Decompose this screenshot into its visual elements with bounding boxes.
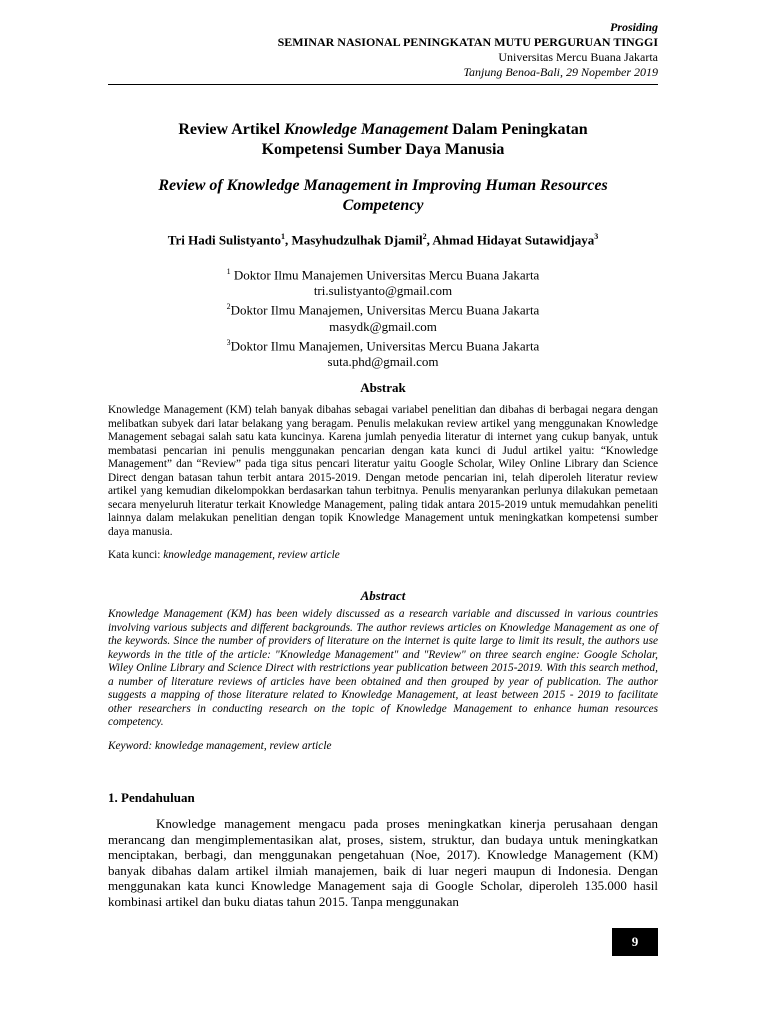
- title-indonesian: Review Artikel Knowledge Management Dalam Peningkatan Kompetensi Sumber Daya Manusia: [178, 121, 588, 158]
- abstrak-heading: Abstrak: [360, 380, 406, 395]
- author-email: suta.phd@gmail.com: [327, 353, 439, 369]
- author-name: Tri Hadi Sulistyanto: [167, 232, 281, 248]
- author-name: Masyhudzulhak Djamil: [291, 232, 423, 248]
- proceedings-label: Prosiding: [609, 20, 658, 34]
- event-location-date: Tanjung Benoa-Bali, 29 Nopember 2019: [463, 65, 658, 79]
- header-divider: [108, 84, 658, 85]
- affiliation-item: $^2$Doktor Ilmu Manajemen, Universitas Mercu Buana Jakarta: [226, 302, 540, 318]
- abstrak-section: [108, 380, 658, 561]
- abstract-section: [108, 588, 658, 752]
- abstrak-text: Knowledge Management (KM) telah banyak dibahas sebagai variabel penelitian dan dibahas di berbagai negara dengan melibatkan subyek dari latar belakang yang beragam. Penulis melakukan review artikel yang menggunakan Knowledge Management sebagai salah satu kata kuncinya. Karena jumlah penyedia literatur di internet yang cukup banyak, untuk membatasi pencarian ini penulis menggunakan pencarian dengan kata kunci di Judul artikel yaitu: “Knowledge Management” dan “Review” pada tiga situs pencari literatur yaitu Google Scholar, Wiley Online Library dan Science Direct dengan batasan tahun terbit antara 2015-2019. Dengan metode pencarian ini, telah diperoleh literatur review artikel yang kemudian dikelompokkan berdasarkan tahun terbitnya. Penulis menyarankan perlunya dilakukan pemetaan secara menyeluruh literatur terkait Knowledge Management, paling tidak antara 2015-2019 untuk memudahkan peneliti lainnya dalam melakukan penelitian dengan topik Knowledge Management untuk meningkatkan kompetensi sumber daya manusia.: [108, 404, 658, 538]
- title-english: Review of Knowledge Management in Improving Human Resources Competency: [158, 177, 608, 214]
- author-email: masydk@gmail.com: [329, 318, 437, 334]
- introduction-heading: 1. Pendahuluan: [108, 790, 195, 805]
- introduction-section: [108, 790, 658, 909]
- affiliations: [108, 264, 658, 370]
- affiliation-item: $^1$ Doktor Ilmu Manajemen Universitas Mercu Buana Jakarta: [226, 267, 540, 283]
- journal-header: [278, 20, 658, 80]
- abstract-heading: Abstract: [360, 588, 406, 603]
- affiliation-item: $^3$Doktor Ilmu Manajemen, Universitas Mercu Buana Jakarta: [226, 337, 540, 353]
- abstract-keywords: Keyword: knowledge management, review article: [108, 739, 332, 752]
- page-number: 9: [612, 928, 658, 956]
- university-name: Universitas Mercu Buana Jakarta: [498, 50, 658, 64]
- abstrak-keywords: Kata kunci: knowledge management, review article: [108, 549, 340, 561]
- author-list: Tri Hadi Sulistyanto$^1$, Masyhudzulhak Djamil$^2$, Ahmad Hidayat Sutawidjaya$^3$: [167, 232, 599, 248]
- seminar-name: SEMINAR NASIONAL PENINGKATAN MUTU PERGURUAN TINGGI: [277, 35, 658, 49]
- author-email: tri.sulistyanto@gmail.com: [313, 283, 453, 299]
- title-block: [108, 120, 658, 248]
- author-name: Ahmad Hidayat Sutawidjaya: [432, 232, 595, 248]
- abstract-text: Knowledge Management (KM) has been widely discussed as a research variable and discussed in various countries involving various subjects and different backgrounds. The author reviews articles on Knowledge Management as one of the keywords. Since the number of providers of literature on the internet is quite large to limit its result, the authors use keywords in the title of the article: "Knowledge Management" and "Review" on three search engine: Google Scholar, Wiley Online Library and Science Direct with restrictions year publication between 2015-2019. With this search method, a number of literature reviews of articles have been obtained and then grouped by year of publication. The author suggests a mapping of those literature related to Knowledge Management, at least between 2015 - 2019 to facilitate other researchers in conducting research on the topic of Knowledge Management to enhance human resources competency.: [108, 608, 658, 728]
- introduction-text: Knowledge management mengacu pada proses meningkatkan kinerja perusahaan dengan merancang dan mengimplementasikan alat, proses, sistem, struktur, dan budaya untuk meningkatkan menciptakan, berbagi, dan menggunakan pengetahuan (Noe, 2017). Knowledge Management (KM) banyak dibahas dalam artikel ilmiah manajemen, baik di luar negeri maupun di Indonesia. Dengan menggunakan kata kunci Knowledge Management saja di Google Scholar, diperoleh 135.000 hasil kombinasi artikel dan buku diatas tahun 2015. Tanpa menggunakan: [108, 816, 658, 909]
